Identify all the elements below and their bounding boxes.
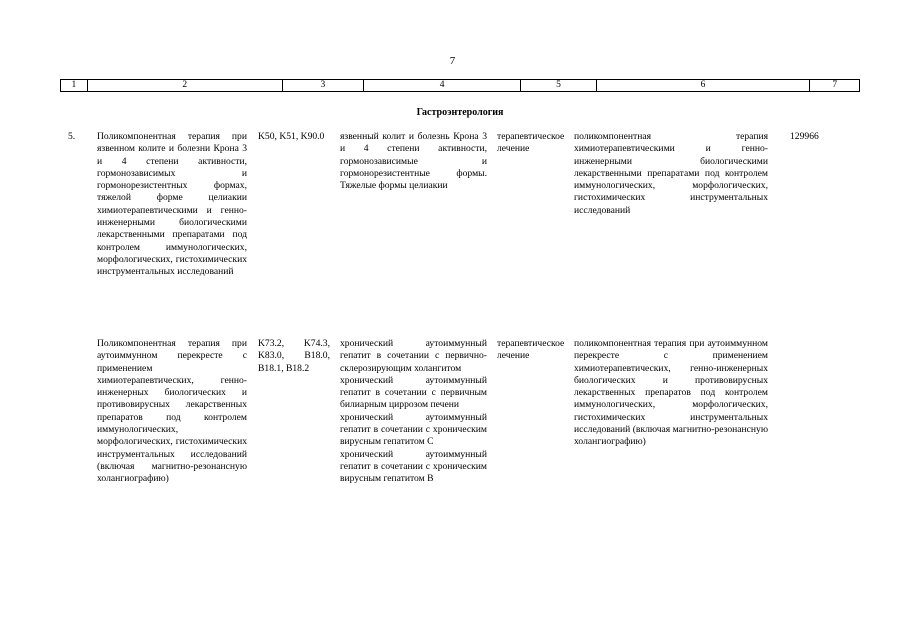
column-number-4: 4 [363, 80, 520, 92]
patient-model: язвенный колит и болезнь Крона 3 и 4 степени активности, гормонозависимые и гормонорезистентные формы. Тяжелые формы целиакии [340, 131, 487, 192]
patient-model: хронический аутоиммунный гепатит в сочетании с первично-склерозирующим холангитом хронический аутоиммунный гепатит в сочетании с первичным билиарным циррозом печени хронический аутоиммунный гепатит в сочетании с хроническим вирусным гепатитом C хронический аутоиммунный гепатит в сочетании с хроническим вирусным гепатитом B [340, 338, 487, 485]
column-number-2: 2 [87, 80, 282, 92]
column-number-3: 3 [282, 80, 363, 92]
page-number: 7 [449, 55, 456, 67]
cost-value: 129966 [790, 131, 819, 142]
treatment-type: терапевтическое лечение [497, 131, 565, 155]
table-header [60, 79, 860, 92]
section-title: Гастроэнтерология [416, 107, 504, 118]
row-number: 5. [68, 131, 76, 142]
treatment-type: терапевтическое лечение [497, 338, 565, 362]
icd-codes: K73.2, K74.3, K83.0, B18.0, B18.1, B18.2 [258, 338, 330, 374]
column-number-5: 5 [521, 80, 596, 92]
column-number-6: 6 [596, 80, 810, 92]
treatment-method: поликомпонентная терапия химиотерапевтическими и генно-инженерными биологическими лекарственными препаратами под контролем иммунологических, морфологических, гистохимических инструментальных исследований [574, 131, 768, 216]
icd-codes: K50, K51, K90.0 [258, 131, 325, 142]
column-number-7: 7 [810, 80, 860, 92]
treatment-name: Поликомпонентная терапия при аутоиммунном перекресте с применением химиотерапевтических, генно-инженерных биологических и противовирусных лекарственных препаратов под контролем иммунологических, морфологических, гистохимических инструментальных исследований (включая магнитно-резонансную холангиографию) [97, 338, 247, 485]
treatment-name: Поликомпонентная терапия при язвенном колите и болезни Крона 3 и 4 степени активности, гормонозависимых и гормонорезистентных формах, тяжелой форме целиакии химиотерапевтическими и генно-инженерными биологическими лекарственными препаратами под контролем иммунологических, морфологических, гистохимических инструментальных исследований [97, 131, 247, 278]
treatment-method: поликомпонентная терапия при аутоиммунном перекресте с применением химиотерапевтических, генно-инженерных биологических и противовирусных лекарственных препаратов под контролем иммунологических, морфологических, гистохимических инструментальных исследований (включая магнитно-резонансную холангиографию) [574, 338, 768, 448]
column-number-1: 1 [61, 80, 88, 92]
